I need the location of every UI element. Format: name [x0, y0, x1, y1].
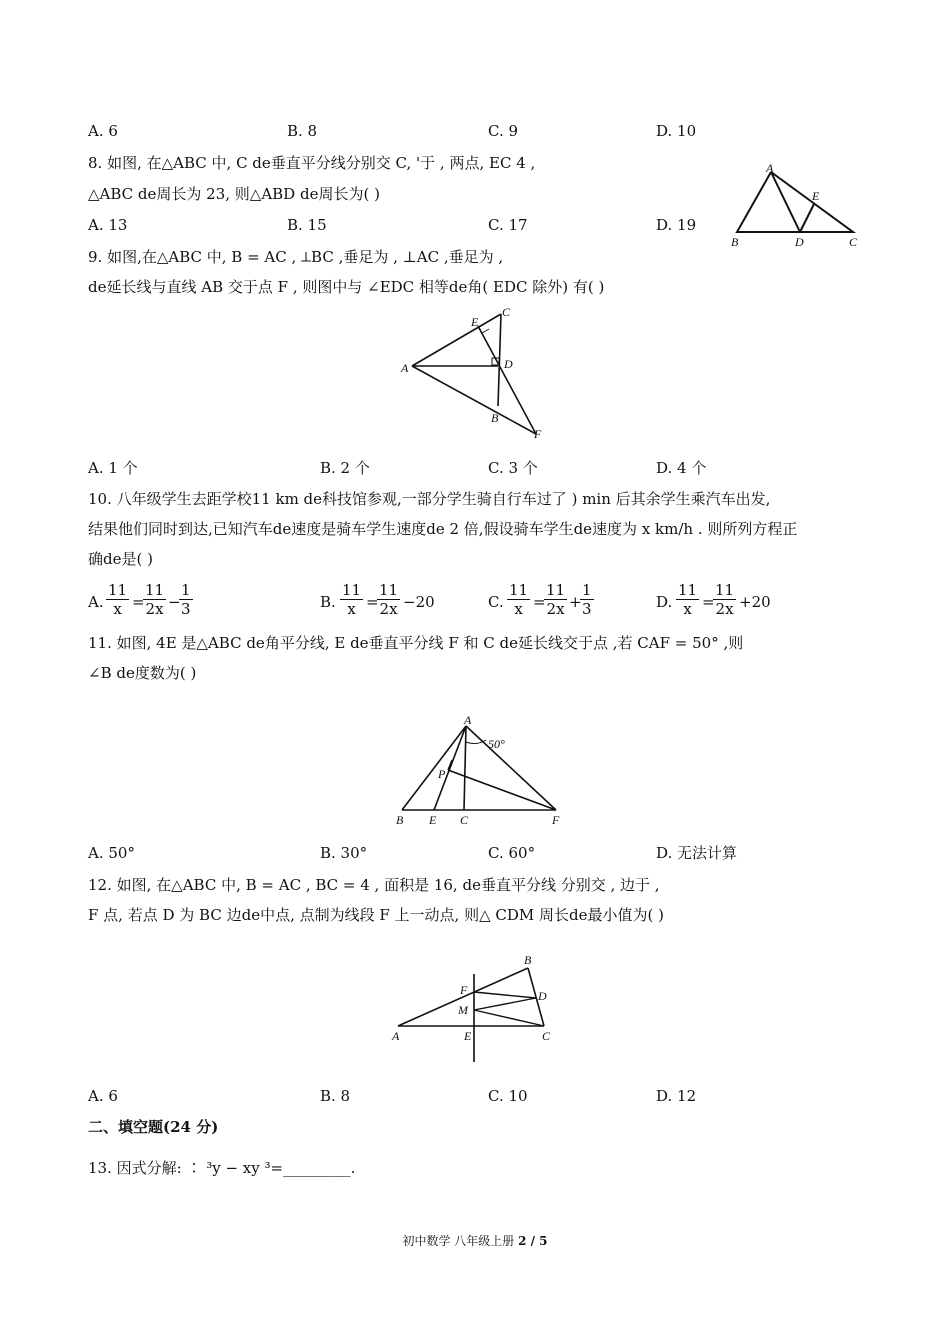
- q8-label-a: A: [766, 162, 774, 175]
- q8-stem-line2: △ABC de周长为 23, 则△ABD de周长为( ): [88, 185, 380, 203]
- q8-label-b: B: [731, 235, 739, 249]
- q10-a-frac2: $\frac{11}{2x}$: [145, 581, 165, 618]
- q12-stem-line1: 12. 如图, 在△ABC 中, B = AC , BC = 4 , 面积是 16, de垂直平分线 分别交 , 边于 ,: [88, 876, 660, 894]
- q10-a-frac1: $\frac{11}{x}$: [108, 581, 128, 618]
- q11-label-b: B: [396, 813, 404, 827]
- q12-option-c: C. 10: [488, 1087, 528, 1105]
- q8-figure: [725, 162, 865, 252]
- q8-label-c: C: [849, 235, 858, 249]
- q12-label-f: F: [460, 983, 468, 997]
- q11-stem-line2: ∠B de度数为( ): [88, 664, 197, 682]
- q10-d-frac1: $\frac{11}{x}$: [678, 581, 698, 618]
- q9-stem-line1: 9. 如图,在△ABC 中, B = AC , ⟂BC ,垂足为 , ⊥AC ,垂足为 ,: [88, 248, 504, 266]
- q7-option-a: A. 6: [88, 122, 118, 140]
- q10-a-eq: =: [132, 593, 145, 611]
- q8-option-c: C. 17: [488, 216, 528, 234]
- q7-option-c: C. 9: [488, 122, 519, 140]
- q12-option-a: A. 6: [88, 1087, 118, 1105]
- q10-option-b-label: B.: [320, 593, 336, 611]
- q8-label-e: E: [812, 189, 820, 203]
- q8-stem-line1: 8. 如图, 在△ABC 中, C de垂直平分线分别交 C, '于 , 两点, EC 4 ,: [88, 154, 536, 172]
- q7-option-b: B. 8: [287, 122, 318, 140]
- q10-d-tail: +20: [739, 593, 771, 611]
- q8-option-d: D. 19: [656, 216, 697, 234]
- q10-c-frac1: $\frac{11}{x}$: [509, 581, 529, 618]
- footer-text: 初中数学 八年级上册: [402, 1234, 519, 1248]
- q10-b-frac2: $\frac{11}{2x}$: [379, 581, 399, 618]
- q11-option-b: B. 30°: [320, 844, 368, 862]
- q10-c-eq: =: [533, 593, 546, 611]
- q9-option-c: C. 3 个: [488, 459, 538, 477]
- q9-option-a: A. 1 个: [88, 459, 138, 477]
- q10-c-frac3: $\frac{1}{3}$: [582, 581, 592, 618]
- q12-label-c: C: [542, 1029, 551, 1043]
- q10-stem-line3: 确de是( ): [88, 550, 153, 568]
- q10-stem-line2: 结果他们同时到达,已知汽车de速度是骑车学生速度de 2 倍,假设骑车学生de速度为 x km/h . 则所列方程正: [88, 520, 798, 538]
- q11-figure: [392, 712, 572, 830]
- q12-figure: [388, 950, 570, 1068]
- q12-label-e: E: [464, 1029, 472, 1043]
- q13-stem: 13. 因式分解: ∶ ³y − xy ³=_________.: [88, 1159, 356, 1177]
- q11-label-50: 50°: [488, 737, 505, 751]
- q10-option-a-label: A.: [88, 593, 104, 611]
- q9-label-c: C: [502, 305, 511, 319]
- q9-label-d: D: [504, 357, 513, 371]
- q11-label-p: P: [438, 767, 446, 781]
- q11-option-c: C. 60°: [488, 844, 536, 862]
- q12-option-b: B. 8: [320, 1087, 351, 1105]
- q10-c-op: +: [569, 593, 582, 611]
- q9-figure: [398, 302, 548, 450]
- q9-option-d: D. 4 个: [656, 459, 707, 477]
- q11-label-f: F: [552, 813, 560, 827]
- page-footer: [0, 1232, 950, 1249]
- q10-option-c-label: C.: [488, 593, 504, 611]
- q12-label-m: M: [458, 1003, 468, 1017]
- q11-option-d: D. 无法计算: [656, 844, 738, 862]
- q10-a-frac3: $\frac{1}{3}$: [181, 581, 191, 618]
- q10-b-frac1: $\frac{11}{x}$: [342, 581, 362, 618]
- q11-label-e: E: [429, 813, 437, 827]
- q10-d-eq: =: [702, 593, 715, 611]
- q12-label-a: A: [392, 1029, 400, 1043]
- q8-label-d: D: [795, 235, 804, 249]
- q11-label-a: A: [464, 713, 472, 727]
- q8-option-b: B. 15: [287, 216, 327, 234]
- q9-label-f: F: [534, 427, 542, 441]
- q10-stem-line1: 10. 八年级学生去距学校11 km de科技馆参观,一部分学生骑自行车过了 ) min 后其余学生乘汽车出发,: [88, 490, 771, 508]
- q12-label-d: D: [538, 989, 547, 1003]
- q12-stem-line2: F 点, 若点 D 为 BC 边de中点, 点制为线段 F 上一动点, 则△ CDM 周长de最小值为( ): [88, 906, 664, 924]
- q12-label-b: B: [524, 953, 532, 967]
- q12-option-d: D. 12: [656, 1087, 697, 1105]
- q10-d-frac2: $\frac{11}{2x}$: [715, 581, 735, 618]
- q10-b-tail: −20: [403, 593, 435, 611]
- q9-stem-line2: de延长线与直线 AB 交于点 F , 则图中与 ∠EDC 相等de角( EDC 除外) 有( ): [88, 278, 605, 296]
- q9-label-b: B: [491, 411, 499, 425]
- q10-b-eq: =: [366, 593, 379, 611]
- q9-label-e: E: [471, 315, 479, 329]
- q7-option-d: D. 10: [656, 122, 697, 140]
- q10-option-d-label: D.: [656, 593, 673, 611]
- q8-option-a: A. 13: [88, 216, 128, 234]
- q10-a-op: −: [168, 593, 181, 611]
- q9-option-b: B. 2 个: [320, 459, 370, 477]
- section-fill-in-title: 二、填空题(24 分): [88, 1118, 219, 1136]
- q11-label-c: C: [460, 813, 469, 827]
- page-number: 2 / 5: [518, 1234, 548, 1248]
- q9-label-a: A: [401, 361, 409, 375]
- q11-stem-line1: 11. 如图, 4E 是△ABC de角平分线, E de垂直平分线 F 和 C de延长线交于点 ,若 CAF = 50° ,则: [88, 634, 744, 652]
- q10-c-frac2: $\frac{11}{2x}$: [546, 581, 566, 618]
- q11-option-a: A. 50°: [88, 844, 135, 862]
